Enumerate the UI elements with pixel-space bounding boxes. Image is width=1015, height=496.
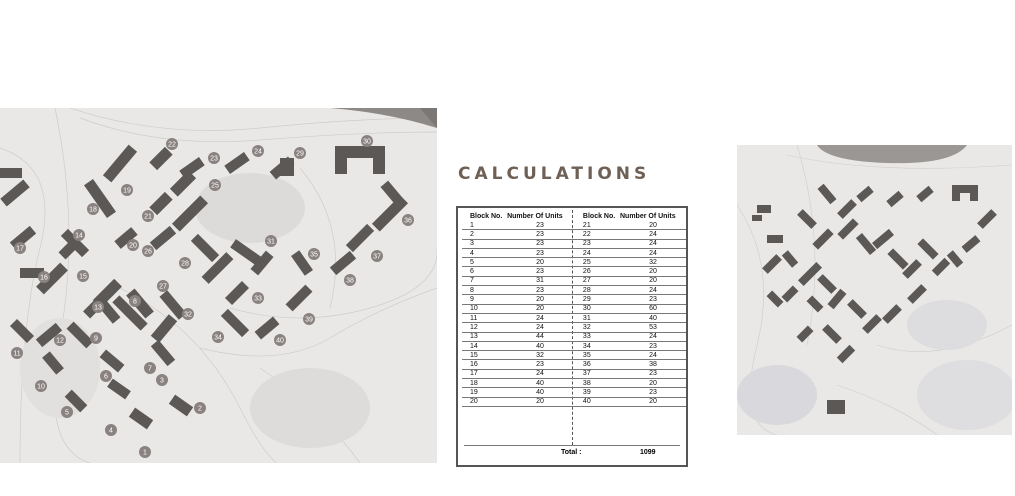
header-number-of-units: Number Of Units bbox=[619, 213, 676, 220]
block-number-cell: 20 bbox=[462, 397, 507, 406]
calculations-title: CALCULATIONS bbox=[458, 164, 651, 184]
units-cell: 20 bbox=[507, 258, 573, 267]
table-row bbox=[462, 286, 686, 295]
block-marker-label: 18 bbox=[89, 206, 97, 214]
block-marker-label: 32 bbox=[184, 311, 192, 319]
block-number-cell: 11 bbox=[462, 313, 507, 322]
building bbox=[221, 309, 249, 337]
units-cell: 23 bbox=[620, 369, 686, 378]
block-number-cell: 29 bbox=[575, 295, 620, 304]
table-row bbox=[462, 230, 686, 239]
building bbox=[872, 229, 894, 249]
units-cell: 24 bbox=[620, 239, 686, 248]
block-number-cell: 9 bbox=[462, 295, 507, 304]
building bbox=[151, 314, 177, 343]
block-number-cell: 32 bbox=[575, 323, 620, 332]
block-marker-label: 11 bbox=[13, 350, 21, 358]
building bbox=[280, 158, 294, 176]
block-marker-label: 23 bbox=[210, 155, 218, 163]
building bbox=[757, 205, 771, 213]
block-number-cell: 19 bbox=[462, 388, 507, 397]
block-marker-label: 16 bbox=[40, 274, 48, 282]
building bbox=[752, 215, 762, 221]
table-row bbox=[462, 388, 686, 397]
block-marker-label: 8 bbox=[133, 298, 137, 306]
block-number-cell: 5 bbox=[462, 258, 507, 267]
calculations-table-box bbox=[456, 206, 688, 467]
block-marker-label: 7 bbox=[148, 365, 152, 373]
building bbox=[847, 299, 867, 319]
block-marker-label: 3 bbox=[160, 377, 164, 385]
units-cell: 38 bbox=[620, 360, 686, 369]
building bbox=[970, 185, 978, 201]
block-marker-label: 1 bbox=[143, 449, 147, 457]
units-cell: 20 bbox=[507, 295, 573, 304]
block-number-cell: 17 bbox=[462, 369, 507, 378]
table-row bbox=[462, 276, 686, 285]
units-cell: 23 bbox=[507, 230, 573, 239]
building bbox=[0, 180, 29, 207]
block-marker-label: 13 bbox=[94, 304, 102, 312]
building bbox=[837, 199, 857, 219]
block-marker-label: 28 bbox=[181, 260, 189, 268]
block-marker-label: 35 bbox=[310, 251, 318, 259]
units-cell: 20 bbox=[507, 397, 573, 406]
table-row bbox=[462, 323, 686, 332]
building bbox=[917, 238, 938, 259]
units-cell: 23 bbox=[620, 388, 686, 397]
building bbox=[827, 400, 845, 414]
block-number-cell: 33 bbox=[575, 332, 620, 341]
building bbox=[169, 395, 193, 417]
block-marker-label: 37 bbox=[373, 253, 381, 261]
site-plan-right-drawing bbox=[737, 145, 1012, 435]
building bbox=[149, 147, 172, 170]
building bbox=[380, 181, 403, 206]
building bbox=[837, 345, 855, 363]
block-marker-label: 14 bbox=[75, 232, 83, 240]
block-number-cell: 39 bbox=[575, 388, 620, 397]
block-marker-label: 5 bbox=[65, 409, 69, 417]
block-number-cell: 30 bbox=[575, 304, 620, 313]
block-number-cell: 12 bbox=[462, 323, 507, 332]
block-number-cell: 1 bbox=[462, 221, 507, 230]
building bbox=[798, 262, 822, 286]
building bbox=[782, 250, 798, 267]
block-marker-label: 36 bbox=[404, 217, 412, 225]
block-number-cell: 13 bbox=[462, 332, 507, 341]
units-cell: 20 bbox=[507, 304, 573, 313]
header-block-no: Block No. bbox=[582, 213, 616, 220]
block-marker-label: 34 bbox=[214, 334, 222, 342]
units-cell: 23 bbox=[507, 360, 573, 369]
block-marker-label: 2 bbox=[198, 405, 202, 413]
building bbox=[882, 304, 902, 324]
table-row bbox=[462, 360, 686, 369]
block-number-cell: 31 bbox=[575, 313, 620, 322]
units-cell: 23 bbox=[507, 239, 573, 248]
block-number-cell: 8 bbox=[462, 286, 507, 295]
building bbox=[962, 235, 981, 253]
units-cell: 24 bbox=[507, 369, 573, 378]
site-plan-left bbox=[0, 108, 437, 463]
header-block-no: Block No. bbox=[470, 213, 503, 220]
block-marker-label: 25 bbox=[211, 182, 219, 190]
block-number-cell: 36 bbox=[575, 360, 620, 369]
building bbox=[150, 226, 176, 250]
block-number-cell: 27 bbox=[575, 276, 620, 285]
units-cell: 60 bbox=[620, 304, 686, 313]
building bbox=[856, 186, 873, 202]
table-row bbox=[462, 239, 686, 248]
building bbox=[818, 184, 837, 204]
site-plan-left-drawing bbox=[0, 108, 437, 463]
block-number-cell: 26 bbox=[575, 267, 620, 276]
block-marker-label: 33 bbox=[254, 295, 262, 303]
building bbox=[837, 218, 858, 239]
units-cell: 40 bbox=[507, 341, 573, 350]
header-number-of-units: Number Of Units bbox=[507, 213, 563, 220]
block-marker-label: 29 bbox=[296, 150, 304, 158]
units-cell: 24 bbox=[507, 323, 573, 332]
block-marker-label: 31 bbox=[267, 238, 275, 246]
block-number-cell: 15 bbox=[462, 351, 507, 360]
units-cell: 53 bbox=[620, 323, 686, 332]
building bbox=[335, 146, 347, 174]
block-number-cell: 24 bbox=[575, 248, 620, 257]
block-number-cell: 10 bbox=[462, 304, 507, 313]
block-marker-label: 21 bbox=[144, 213, 152, 221]
building bbox=[372, 195, 408, 231]
building bbox=[807, 296, 824, 313]
block-number-cell: 28 bbox=[575, 286, 620, 295]
building bbox=[822, 324, 842, 344]
building bbox=[202, 252, 234, 284]
table-row bbox=[462, 295, 686, 304]
building bbox=[907, 284, 927, 304]
table-row bbox=[462, 341, 686, 350]
block-number-cell: 2 bbox=[462, 230, 507, 239]
building bbox=[952, 185, 960, 201]
block-number-cell: 38 bbox=[575, 379, 620, 388]
building bbox=[916, 186, 933, 202]
block-marker-label: 30 bbox=[363, 138, 371, 146]
table-row bbox=[462, 369, 686, 378]
units-cell: 24 bbox=[620, 332, 686, 341]
block-number-cell: 16 bbox=[462, 360, 507, 369]
table-header-row bbox=[462, 212, 686, 221]
building bbox=[762, 254, 782, 274]
block-marker-label: 15 bbox=[79, 273, 87, 281]
block-marker-label: 6 bbox=[104, 373, 108, 381]
block-marker-label: 26 bbox=[144, 248, 152, 256]
block-marker-label: 12 bbox=[56, 337, 64, 345]
building bbox=[151, 340, 175, 366]
building bbox=[129, 408, 153, 430]
units-cell: 20 bbox=[620, 221, 686, 230]
block-marker-label: 17 bbox=[16, 245, 24, 253]
building bbox=[107, 379, 131, 400]
block-marker-label: 9 bbox=[94, 335, 98, 343]
building bbox=[887, 248, 908, 269]
building bbox=[767, 235, 783, 243]
units-cell: 31 bbox=[507, 276, 573, 285]
units-cell: 40 bbox=[620, 313, 686, 322]
table-row bbox=[462, 221, 686, 230]
table-row bbox=[462, 267, 686, 276]
building bbox=[224, 152, 249, 174]
site-plan-right bbox=[737, 145, 1012, 435]
block-marker-label: 24 bbox=[254, 148, 262, 156]
units-cell: 24 bbox=[620, 351, 686, 360]
units-cell: 23 bbox=[507, 286, 573, 295]
block-marker-label: 20 bbox=[129, 242, 137, 250]
units-cell: 23 bbox=[507, 248, 573, 257]
units-cell: 40 bbox=[507, 379, 573, 388]
building bbox=[797, 209, 817, 229]
building bbox=[947, 250, 963, 267]
table-row bbox=[462, 379, 686, 388]
building bbox=[797, 326, 814, 343]
units-cell: 23 bbox=[620, 341, 686, 350]
building bbox=[862, 314, 882, 334]
block-number-cell: 34 bbox=[575, 341, 620, 350]
units-cell: 23 bbox=[620, 295, 686, 304]
total-value: 1099 bbox=[640, 449, 656, 456]
building bbox=[191, 234, 219, 262]
calculations-table bbox=[462, 212, 686, 407]
building bbox=[10, 319, 34, 343]
total-label: Total : bbox=[561, 449, 582, 456]
building bbox=[373, 146, 385, 174]
units-cell: 23 bbox=[507, 267, 573, 276]
block-number-cell: 7 bbox=[462, 276, 507, 285]
units-cell: 40 bbox=[507, 388, 573, 397]
block-number-cell: 40 bbox=[575, 397, 620, 406]
block-number-cell: 14 bbox=[462, 341, 507, 350]
table-row bbox=[462, 397, 686, 406]
building bbox=[103, 145, 137, 183]
units-cell: 24 bbox=[620, 286, 686, 295]
units-cell: 20 bbox=[620, 397, 686, 406]
units-cell: 20 bbox=[620, 267, 686, 276]
units-cell: 32 bbox=[620, 258, 686, 267]
block-marker-label: 38 bbox=[346, 277, 354, 285]
total-row bbox=[458, 449, 686, 461]
building bbox=[286, 285, 313, 312]
building bbox=[149, 192, 172, 215]
block-number-cell: 23 bbox=[575, 239, 620, 248]
units-cell: 24 bbox=[620, 230, 686, 239]
block-number-cell: 35 bbox=[575, 351, 620, 360]
building bbox=[767, 291, 784, 308]
units-cell: 20 bbox=[620, 379, 686, 388]
table-row bbox=[462, 258, 686, 267]
building bbox=[0, 168, 22, 178]
building bbox=[812, 228, 833, 249]
units-cell: 44 bbox=[507, 332, 573, 341]
table-row bbox=[462, 332, 686, 341]
block-marker-label: 40 bbox=[276, 337, 284, 345]
table-row bbox=[462, 351, 686, 360]
block-number-cell: 25 bbox=[575, 258, 620, 267]
block-marker-label: 19 bbox=[123, 187, 131, 195]
block-number-cell: 37 bbox=[575, 369, 620, 378]
block-number-cell: 3 bbox=[462, 239, 507, 248]
building bbox=[330, 251, 356, 275]
block-number-cell: 4 bbox=[462, 248, 507, 257]
block-marker-label: 22 bbox=[168, 141, 176, 149]
building bbox=[817, 274, 837, 294]
building bbox=[346, 224, 374, 252]
building bbox=[977, 209, 997, 229]
building bbox=[225, 281, 249, 305]
table-row bbox=[462, 313, 686, 322]
building bbox=[932, 258, 950, 276]
table-row bbox=[462, 248, 686, 257]
units-cell: 20 bbox=[620, 276, 686, 285]
block-number-cell: 6 bbox=[462, 267, 507, 276]
block-number-cell: 22 bbox=[575, 230, 620, 239]
block-number-cell: 18 bbox=[462, 379, 507, 388]
block-marker-label: 10 bbox=[37, 383, 45, 391]
units-cell: 32 bbox=[507, 351, 573, 360]
block-number-cell: 21 bbox=[575, 221, 620, 230]
block-marker-label: 4 bbox=[109, 427, 113, 435]
units-cell: 24 bbox=[620, 248, 686, 257]
units-cell: 24 bbox=[507, 313, 573, 322]
block-marker-label: 39 bbox=[305, 316, 313, 324]
building bbox=[100, 349, 125, 372]
table-row bbox=[462, 304, 686, 313]
building bbox=[782, 286, 799, 303]
block-marker-label: 27 bbox=[159, 283, 167, 291]
building bbox=[886, 191, 903, 207]
units-cell: 23 bbox=[507, 221, 573, 230]
